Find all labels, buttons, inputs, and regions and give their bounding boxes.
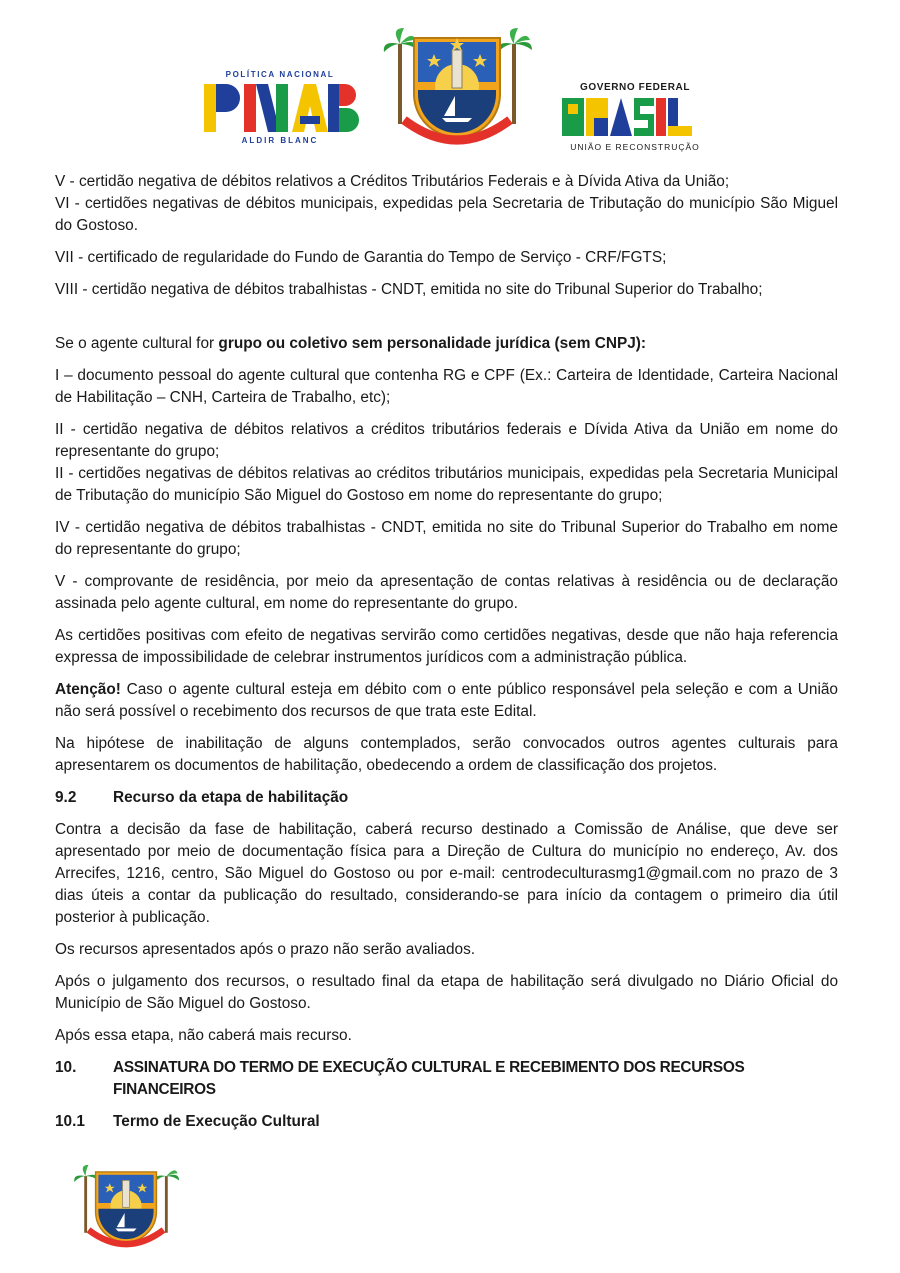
section-title: Recurso da etapa de habilitação xyxy=(113,789,349,806)
paragraph-item-viii: VIII - certidão negativa de débitos trabalhistas - CNDT, emitida no site do Tribunal Superior do Trabalho; xyxy=(55,281,763,298)
section-number: 10. xyxy=(55,1059,77,1076)
pnab-letters-graphic xyxy=(200,82,360,134)
paragraph-group-item-iv: IV - certidão negativa de débitos trabalhistas - CNDT, emitida no site do Tribunal Superior do Trabalho em nome do representante do grupo; xyxy=(55,519,838,558)
page-header xyxy=(0,18,900,158)
paragraph-positive-certificates: As certidões positivas com efeito de negativas servirão como certidões negativas, desde que não haja referencia expressa de impossibilidade de celebrar instrumentos jurídicos com a administração pública. xyxy=(55,627,838,666)
palm-tree-left-icon xyxy=(384,28,418,124)
section-heading-9-2 xyxy=(55,787,838,809)
document-body xyxy=(55,171,838,1143)
attention-label: Atenção! xyxy=(55,681,121,698)
brasil-letters-graphic xyxy=(560,96,710,138)
municipal-crest-logo xyxy=(382,24,532,154)
paragraph-appeal: Contra a decisão da fase de habilitação, caberá recurso destinado a Comissão de Análise, que deve ser apresentado por meio de documentação física para a Direção de Cultura do município no endereço, Av. dos Arrecifes, 1216, centro, São Miguel do Gostoso ou por e-mail: centrodeculturasmg1@gmail.com no prazo de 3 dias úteis a contar da publicação do resultado, considerando-se para início da contagem o primeiro dia útil posterior à publicação. xyxy=(55,821,838,926)
pnab-logo-top-text: POLÍTICA NACIONAL xyxy=(225,70,335,79)
attention-text: Caso o agente cultural esteja em débito com o ente público responsável pela seleção e com a União não será possível o recebimento dos recursos de que trata este Edital. xyxy=(55,681,838,720)
paragraph-attention xyxy=(55,679,838,723)
section-number: 9.2 xyxy=(55,789,77,806)
pnab-logo xyxy=(200,70,360,165)
gov-logo-title: GOVERNO FEDERAL xyxy=(579,82,691,93)
group-intro-text: Se o agente cultural for xyxy=(55,335,219,352)
paragraph-group-item-ii-federal: II - certidão negativa de débitos relativos a créditos tributários federais e Dívida Ativa da União em nome do representante do grupo; xyxy=(55,421,838,460)
section-heading-10 xyxy=(55,1057,838,1101)
group-intro-bold: grupo ou coletivo sem personalidade jurídica (sem CNPJ): xyxy=(218,335,647,352)
pnab-logo-bottom-text: ALDIR BLANC xyxy=(241,136,319,145)
governo-federal-logo xyxy=(560,82,710,162)
section-title: ASSINATURA DO TERMO DE EXECUÇÃO CULTURAL E RECEBIMENTO DOS RECURSOS FINANCEIROS xyxy=(113,1059,745,1098)
paragraph-disqualification: Na hipótese de inabilitação de alguns contemplados, serão convocados outros agentes culturais para apresentarem os documentos de habilitação, obedecendo a ordem de classificação dos projetos. xyxy=(55,735,838,774)
paragraph-group-item-v: V - comprovante de residência, por meio da apresentação de contas relativas à residência ou de declaração assinada pelo agente cultural, em nome do representante do grupo. xyxy=(55,573,838,612)
paragraph-item-vii: VII - certificado de regularidade do Fundo de Garantia do Tempo de Serviço - CRF/FGTS; xyxy=(55,249,667,266)
footer-municipal-crest-logo xyxy=(70,1162,182,1254)
paragraph-no-more-appeal: Após essa etapa, não caberá mais recurso. xyxy=(55,1027,352,1044)
paragraph-group-intro xyxy=(55,333,838,355)
paragraph-group-item-ii-municipal: II - certidões negativas de débitos relativas ao créditos tributários municipais, expedidas pela Secretaria Municipal de Tributação do município São Miguel do Gostoso em nome do representante do grupo; xyxy=(55,465,838,504)
section-number: 10.1 xyxy=(55,1113,85,1130)
palm-tree-right-icon xyxy=(498,28,532,124)
paragraph-late-appeals: Os recursos apresentados após o prazo não serão avaliados. xyxy=(55,941,476,958)
section-heading-10-1 xyxy=(55,1111,838,1133)
paragraph-group-item-i: I – documento pessoal do agente cultural que contenha RG e CPF (Ex.: Carteira de Identidade, Carteira Nacional de Habilitação – CNH, Carteira de Trabalho, etc); xyxy=(55,367,838,406)
paragraph-item-v: V - certidão negativa de débitos relativos a Créditos Tributários Federais e à Dívida Ativa da União; xyxy=(55,173,730,190)
paragraph-final-result: Após o julgamento dos recursos, o resultado final da etapa de habilitação será divulgado no Diário Oficial do Município de São Miguel do Gostoso. xyxy=(55,973,838,1012)
gov-logo-subtitle: UNIÃO E RECONSTRUÇÃO xyxy=(570,142,700,152)
section-title: Termo de Execução Cultural xyxy=(113,1113,320,1130)
paragraph-item-vi: VI - certidões negativas de débitos municipais, expedidas pela Secretaria de Tributação do município São Miguel do Gostoso. xyxy=(55,195,838,234)
